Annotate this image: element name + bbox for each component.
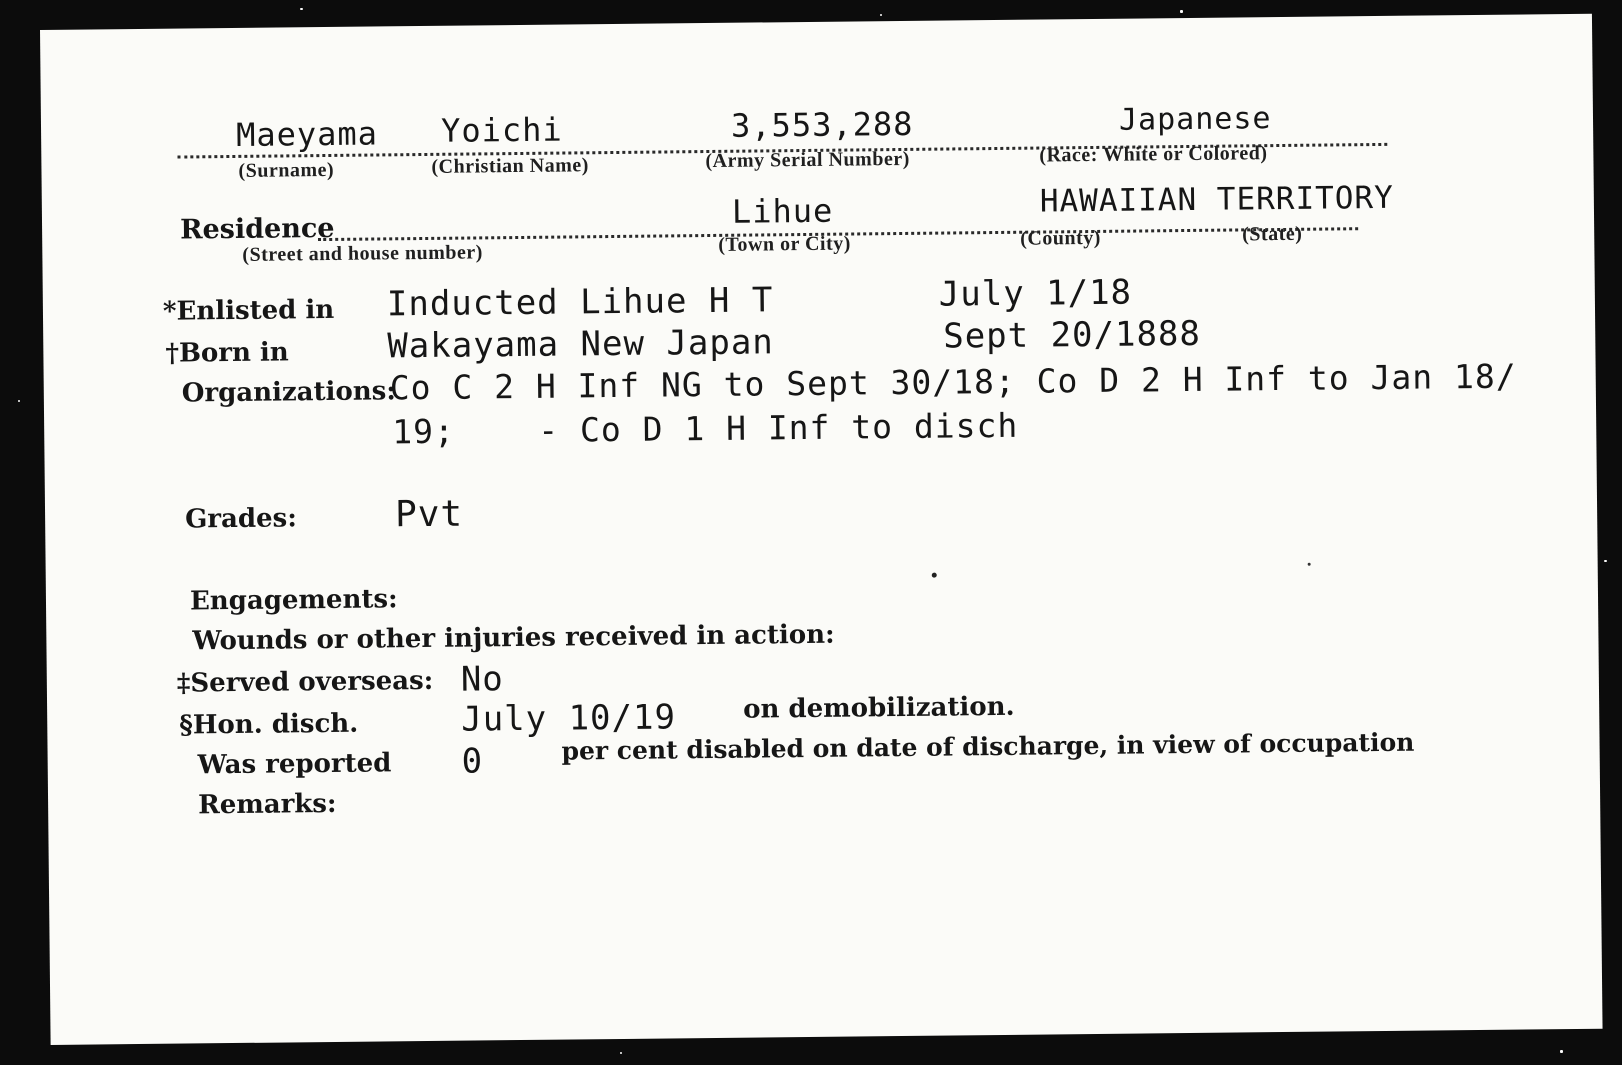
born-date: Sept 20/1888 [943, 313, 1202, 357]
grades-label: Grades: [184, 503, 298, 535]
enlisted-label: *Enlisted in [162, 294, 335, 327]
engagements-label: Engagements: [189, 584, 398, 617]
served-overseas-label: ‡Served overseas: [176, 665, 434, 699]
scan-noise [300, 8, 303, 10]
serial-caption: (Army Serial Number) [705, 147, 910, 173]
town-caption: (Town or City) [718, 232, 851, 256]
born-place: Wakayama New Japan [387, 322, 774, 367]
state-caption: (State) [1242, 222, 1303, 246]
scan-noise [18, 400, 20, 402]
county-caption: (County) [1020, 226, 1102, 250]
scan-noise [620, 1052, 622, 1054]
scan-noise [880, 14, 882, 16]
race-caption: (Race: White or Colored) [1039, 142, 1268, 167]
surname-caption: (Surname) [238, 158, 335, 182]
scan-noise [1560, 1050, 1563, 1053]
born-label: †Born in [165, 337, 289, 369]
race-value: Japanese [1118, 101, 1272, 138]
hon-disch-value: July 10/19 [461, 697, 677, 740]
serial-number-value: 3,553,288 [730, 104, 914, 145]
scan-noise [1180, 10, 1183, 13]
surname-value: Maeyama [235, 114, 379, 154]
county-state-value: HAWAIIAN TERRITORY [1039, 179, 1394, 220]
residence-label: Residence [179, 212, 335, 246]
town-value: Lihue [731, 191, 834, 231]
served-overseas-value: No [460, 659, 504, 700]
wounds-label: Wounds or other injuries received in action: [192, 619, 835, 657]
reported-suffix: per cent disabled on date of discharge, in view of occupation [561, 727, 1415, 766]
reported-value: 0 [461, 741, 484, 782]
enlisted-date: July 1/18 [938, 272, 1133, 315]
christian-name-value: Yoichi [440, 110, 563, 150]
hon-disch-suffix: on demobilization. [742, 691, 1015, 725]
organizations-line-1: Co C 2 H Inf NG to Sept 30/18; Co D 2 H Inf to Jan 18/ [389, 356, 1517, 408]
reported-label: Was reported [197, 748, 392, 781]
remarks-label: Remarks: [197, 788, 337, 821]
christian-name-caption: (Christian Name) [431, 154, 589, 178]
service-record-card [40, 14, 1603, 1045]
organizations-line-2: 19; - Co D 1 H Inf to disch [392, 405, 1019, 452]
organizations-label: Organizations: [181, 376, 397, 409]
ink-speck [932, 573, 937, 578]
enlisted-place: Inducted Lihue H T [386, 280, 774, 325]
ink-speck [1308, 563, 1311, 566]
scan-noise [1604, 560, 1607, 562]
street-caption: (Street and house number) [242, 241, 483, 266]
hon-disch-label: §Hon. disch. [179, 708, 359, 741]
grades-value: Pvt [394, 493, 464, 536]
